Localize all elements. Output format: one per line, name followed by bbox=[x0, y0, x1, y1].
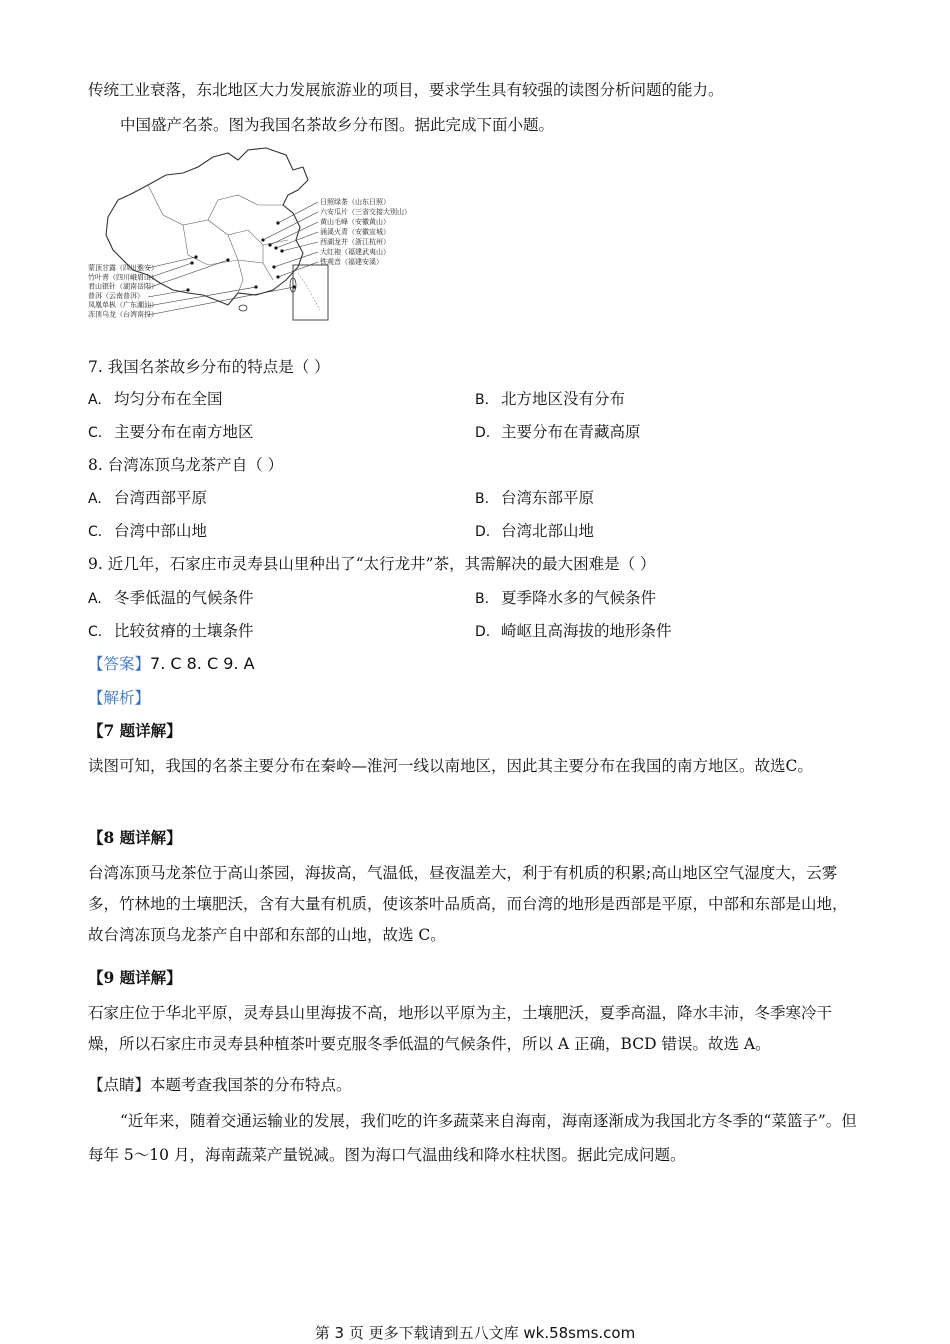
map-label-left: 君山银针（湖南岳阳） bbox=[88, 282, 158, 291]
answer-line bbox=[88, 654, 255, 674]
q8-option-c[interactable]: C. 台湾中部山地 bbox=[88, 522, 208, 540]
question-8-stem: 8. 台湾冻顶乌龙茶产自（ ） bbox=[88, 456, 284, 474]
map-label-left: 普洱（云南普洱） bbox=[88, 291, 144, 300]
question-stem: 中国盛产名茶。图为我国名茶故乡分布图。据此完成下面小题。 bbox=[120, 116, 555, 134]
detail-8-heading: 【8 题详解】 bbox=[88, 828, 182, 847]
detail-8-text: 台湾冻顶马龙茶位于高山茶园，海拔高，气温低，昼夜温差大，利于有机质的积累;高山地区空气湿度大，云雾多，竹林地的土壤肥沃，含有大量有机质，使该茶叶品质高，而台湾的地形是西部是平原，中部和东部是山地，故台湾冻顶乌龙茶产自中部和东部的山地，故选 C。 bbox=[88, 864, 848, 944]
china-map-image bbox=[88, 145, 411, 323]
dianjing-note: 【点睛】本题考查我国茶的分布特点。 bbox=[88, 1076, 352, 1094]
map-label-left: 竹叶青（四川峨眉山） bbox=[88, 273, 158, 282]
q9-option-c[interactable]: C. 比较贫瘠的土壤条件 bbox=[88, 622, 254, 640]
intro-line: 传统工业衰落，东北地区大力发展旅游业的项目，要求学生具有较强的读图分析问题的能力。 bbox=[88, 81, 724, 99]
detail-7-heading: 【7 题详解】 bbox=[88, 721, 182, 740]
map-label-right: 西湖龙井（浙江杭州） bbox=[320, 238, 390, 246]
map-label-right: 日照绿茶（山东日照） bbox=[320, 198, 390, 206]
analysis-label: 【解析】 bbox=[88, 689, 151, 707]
q7-option-a[interactable]: A. 均匀分布在全国 bbox=[88, 390, 223, 408]
answer-values: 7. C 8. C 9. A bbox=[150, 654, 255, 673]
question-9-stem: 9. 近几年，石家庄市灵寿县山里种出了“太行龙井”茶，其需解决的最大困难是（ ） bbox=[88, 555, 656, 573]
detail-9-heading: 【9 题详解】 bbox=[88, 968, 182, 987]
map-label-left: 蒙顶甘露（四川雅安） bbox=[88, 264, 158, 272]
map-label-right: 涌溪火青（安徽宣城） bbox=[320, 228, 390, 236]
next-question-stem: “近年来，随着交通运输业的发展，我们吃的许多蔬菜来自海南，海南逐渐成为我国北方冬季的“菜篮子”。但每年 5～10 月，海南蔬菜产量锐减。图为海口气温曲线和降水柱状图。据此完成问题。 bbox=[88, 1112, 857, 1164]
q9-option-d[interactable]: D. 崎岖且高海拔的地形条件 bbox=[475, 622, 672, 640]
question-7-stem: 7. 我国名茶故乡分布的特点是（ ） bbox=[88, 358, 330, 376]
q7-option-c[interactable]: C. 主要分布在南方地区 bbox=[88, 423, 254, 441]
q7-option-d[interactable]: D. 主要分布在青藏高原 bbox=[475, 423, 641, 441]
map-label-right: 大红袍（福建武夷山） bbox=[320, 248, 390, 256]
china-outline bbox=[106, 148, 308, 305]
answer-label: 【答案】 bbox=[88, 655, 151, 673]
map-label-right: 六安瓜片（三省交接大别山） bbox=[320, 208, 411, 216]
map-label-right: 黄山毛峰（安徽黄山） bbox=[320, 218, 390, 226]
detail-7-text: 读图可知，我国的名茶主要分布在秦岭—淮河一线以南地区，因此其主要分布在我国的南方地区。故选C。 bbox=[88, 757, 813, 775]
q9-option-b[interactable]: B. 夏季降水多的气候条件 bbox=[475, 589, 657, 607]
detail-9-text: 石家庄位于华北平原，灵寿县山里海拔不高，地形以平原为主，土壤肥沃，夏季高温，降水丰沛，冬季寒冷干燥，所以石家庄市灵寿县种植茶叶要克服冬季低温的气候条件，所以 A 正确，BCD 错误。故选 A。 bbox=[88, 1004, 833, 1053]
tea-map-figure bbox=[88, 145, 411, 323]
map-label-right: 铁观音（福建安溪） bbox=[320, 258, 383, 266]
q7-option-b[interactable]: B. 北方地区没有分布 bbox=[475, 390, 626, 408]
map-label-left: 凤凰单枞（广东潮汕） bbox=[88, 301, 158, 310]
page-footer: 第 3 页 更多下载请到五八文库 wk.58sms.com bbox=[314, 1324, 636, 1342]
map-label-left: 冻顶乌龙（台湾南投） bbox=[88, 310, 158, 319]
q8-option-d[interactable]: D. 台湾北部山地 bbox=[475, 522, 595, 540]
q9-option-a[interactable]: A. 冬季低温的气候条件 bbox=[88, 589, 254, 607]
q8-option-a[interactable]: A. 台湾西部平原 bbox=[88, 489, 208, 507]
q8-option-b[interactable]: B. 台湾东部平原 bbox=[475, 489, 595, 507]
